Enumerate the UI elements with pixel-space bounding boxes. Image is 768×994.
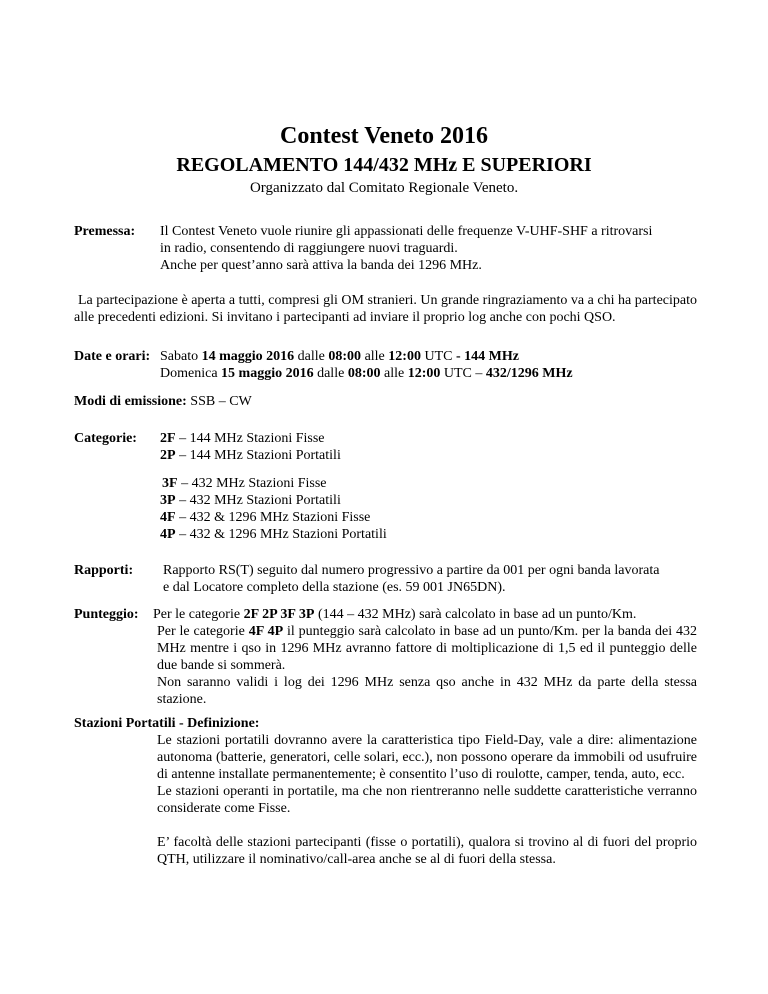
date-values bbox=[160, 348, 720, 382]
categorie-group-1 bbox=[160, 430, 341, 464]
portatili-fisse-note: Le stazioni operanti in portatile, ma che non rientreranno nelle suddette caratteristiche verranno considerate come Fisse. bbox=[157, 784, 697, 816]
organizer-line: Organizzato dal Comitato Regionale Veneto. bbox=[249, 180, 519, 196]
modi-emissione bbox=[74, 393, 252, 410]
premessa-line: Il Contest Veneto vuole riunire gli appassionati delle frequenze V-UHF-SHF a ritrovarsi bbox=[160, 224, 653, 239]
rapporti-line: Rapporto RS(T) seguito dal numero progressivo a partire da 001 per ogni banda lavorata bbox=[163, 563, 660, 578]
categorie-group-2 bbox=[160, 475, 387, 543]
portatili-text bbox=[157, 732, 697, 868]
punteggio-label: Punteggio: bbox=[74, 607, 139, 622]
category-item: 2F – 144 MHz Stazioni Fisse bbox=[160, 431, 325, 446]
portatili-qth-note: E’ facoltà delle stazioni partecipanti (fisse o portatili), qualora si trovino al di fuori del proprio QTH, utilizzare il nominativo/call-area anche se al di fuori della stessa. bbox=[157, 835, 697, 867]
punteggio-rule-1296: Non saranno validi i log dei 1296 MHz senza qso anche in 432 MHz da parte della stessa stazione. bbox=[157, 675, 697, 707]
date-saturday: Sabato 14 maggio 2016 dalle 08:00 alle 12:00 UTC - 144 MHz bbox=[160, 349, 519, 364]
rapporti-label: Rapporti: bbox=[74, 563, 134, 578]
category-item: 2P – 144 MHz Stazioni Portatili bbox=[160, 448, 341, 463]
date-label: Date e orari: bbox=[74, 349, 151, 364]
modi-value: SSB – CW bbox=[186, 394, 252, 409]
category-item: 4P – 432 & 1296 MHz Stazioni Portatili bbox=[160, 527, 387, 542]
modi-label: Modi di emissione: bbox=[74, 394, 187, 409]
premessa-line: Anche per quest’anno sarà attiva la banda dei 1296 MHz. bbox=[160, 258, 482, 273]
category-item: 4F – 432 & 1296 MHz Stazioni Fisse bbox=[160, 510, 371, 525]
portatili-label: Stazioni Portatili - Definizione: bbox=[74, 716, 260, 731]
rapporti-text bbox=[163, 562, 659, 596]
punteggio-rule-2f-3p: Per le categorie 2F 2P 3F 3P (144 – 432 MHz) sarà calcolato in base ad un punto/Km. bbox=[153, 607, 637, 622]
premessa-line: in radio, consentendo di raggiungere nuovi traguardi. bbox=[160, 241, 458, 256]
date-sunday: Domenica 15 maggio 2016 dalle 08:00 alle 12:00 UTC – 432/1296 MHz bbox=[160, 366, 573, 381]
rapporti-line: e dal Locatore completo della stazione (es. 59 001 JN65DN). bbox=[163, 580, 506, 595]
punteggio-text bbox=[153, 606, 697, 708]
categorie-label: Categorie: bbox=[74, 431, 137, 446]
category-item: 3P – 432 MHz Stazioni Portatili bbox=[160, 493, 341, 508]
portatili-definition: Le stazioni portatili dovranno avere la caratteristica tipo Field-Day, vale a dire: alimentazione autonoma (batterie, generatori, celle solari, ecc.), non possono operare da immobili od usufruire di antenne installate permanentemente; è consentito l’uso di roulotte, camper, tenda, auto, ecc. bbox=[157, 733, 697, 782]
document-title: Contest Veneto 2016 bbox=[280, 123, 488, 149]
premessa-label: Premessa: bbox=[74, 224, 136, 239]
category-item: 3F – 432 MHz Stazioni Fisse bbox=[162, 476, 327, 491]
punteggio-rule-4f-4p: Per le categorie 4F 4P il punteggio sarà calcolato in base ad un punto/Km. per la banda dei 432 MHz mentre i qso in 1296 MHz avranno fattore di moltiplicazione di 1,5 ed il punteggio delle due bande si sommerà. bbox=[157, 624, 697, 673]
intro-paragraph: La partecipazione è aperta a tutti, compresi gli OM stranieri. Un grande ringraziamento va a chi ha partecipato alle precedenti edizioni. Si invitano i partecipanti ad inviare il proprio log anche con pochi QSO. bbox=[74, 293, 697, 325]
document-subtitle: REGOLAMENTO 144/432 MHz E SUPERIORI bbox=[176, 154, 592, 176]
premessa-text bbox=[160, 223, 700, 274]
